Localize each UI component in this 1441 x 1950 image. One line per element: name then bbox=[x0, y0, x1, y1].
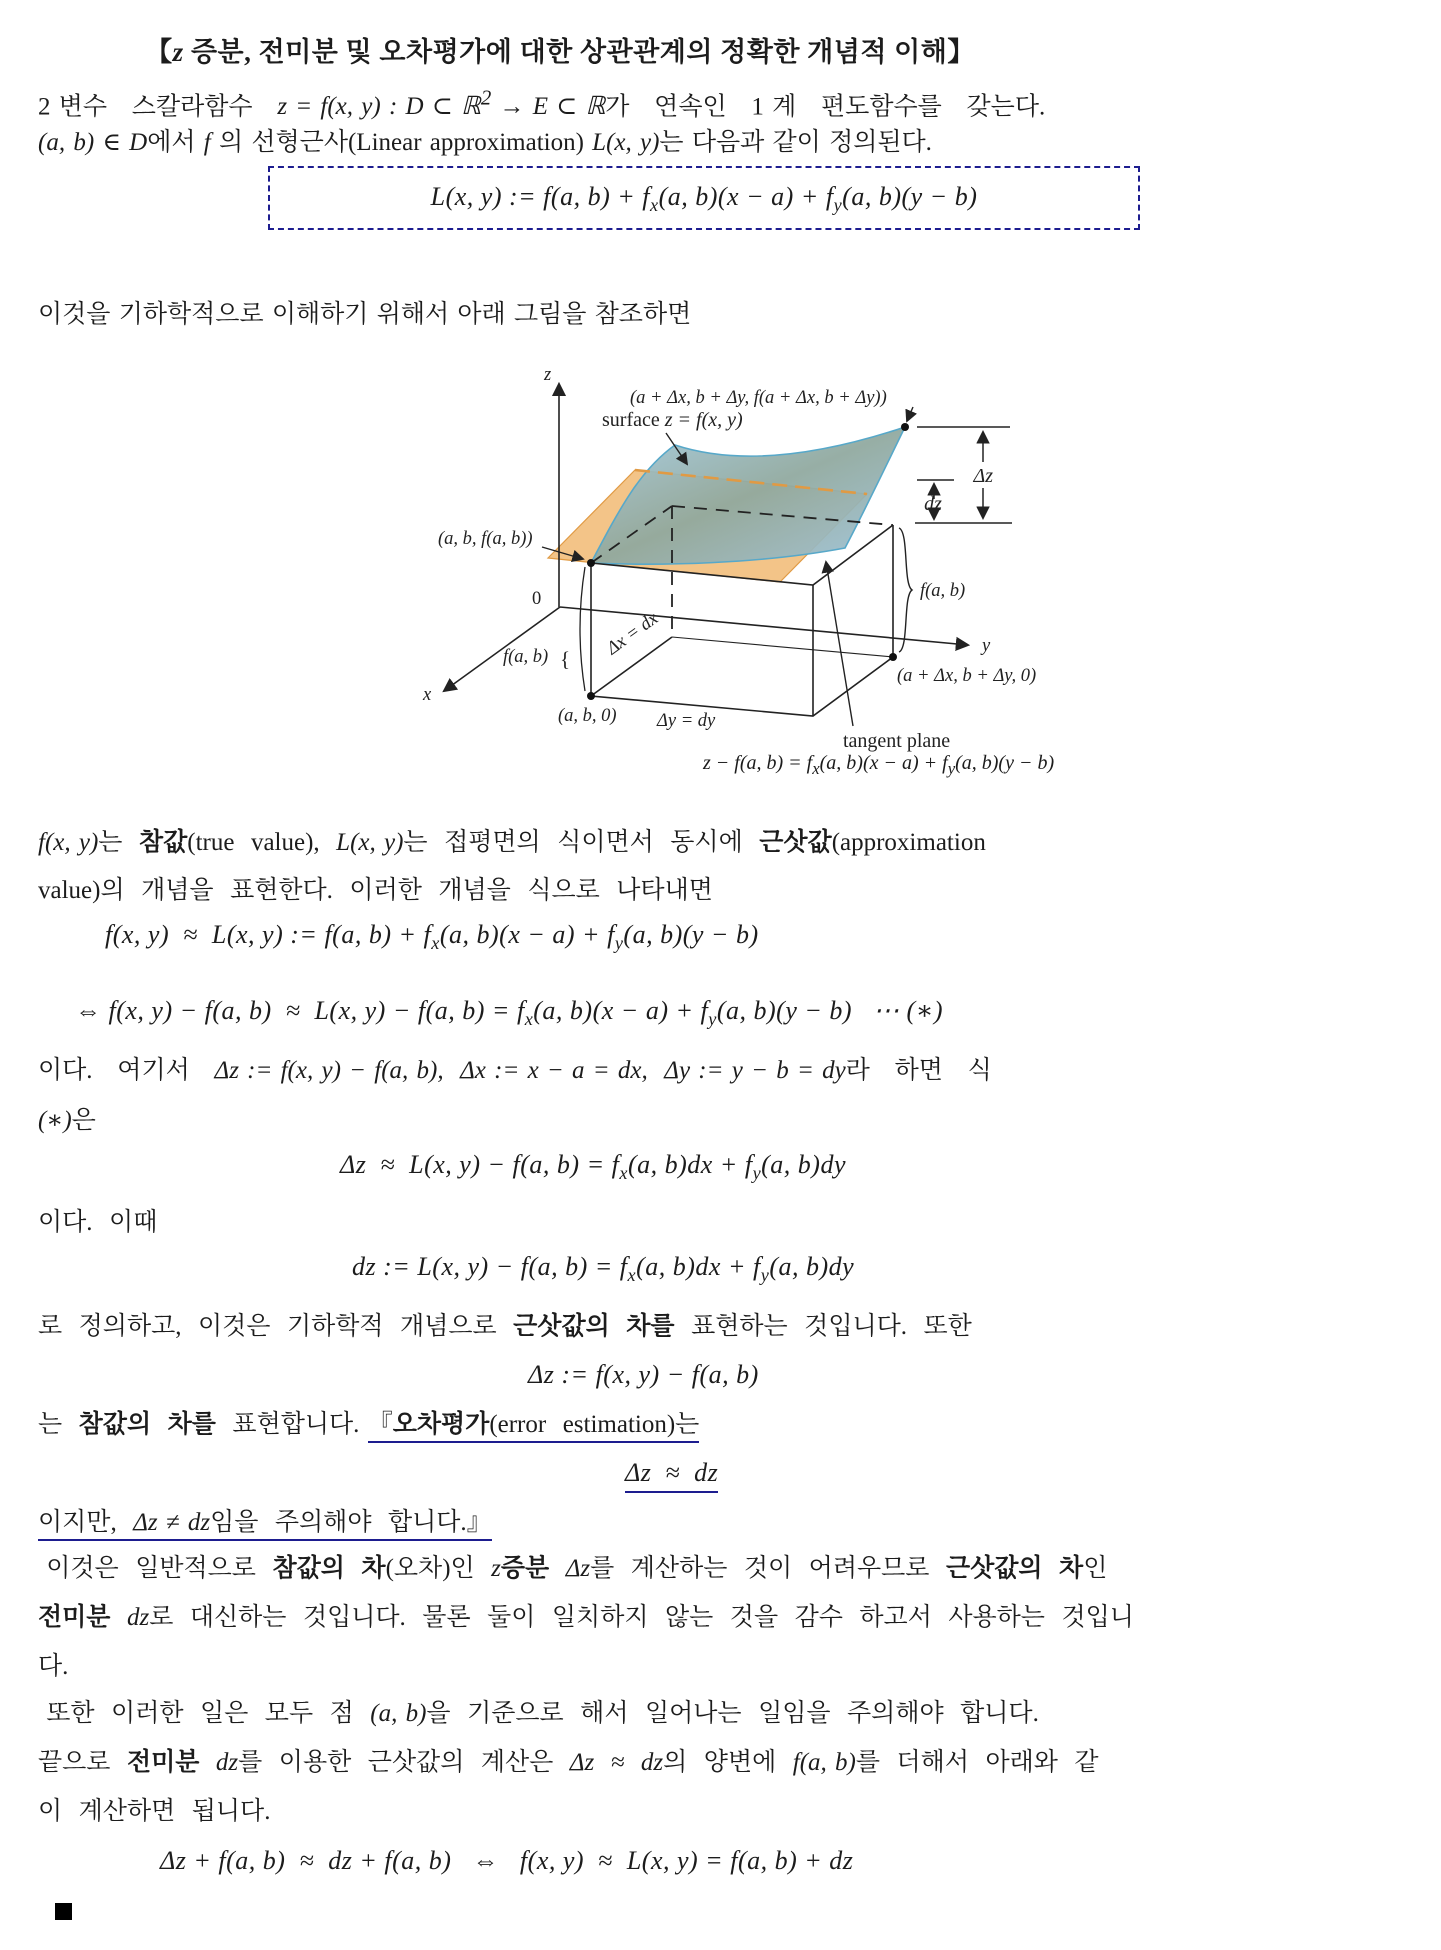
para4: 이다. 이때 bbox=[38, 1209, 158, 1236]
para3: (∗)은 bbox=[38, 1107, 96, 1134]
dx-label: Δx = dx bbox=[603, 608, 663, 660]
f-ab-right-brace bbox=[899, 528, 912, 652]
x-axis-label: x bbox=[423, 685, 432, 705]
formula-delta-z: Δz ≈ L(x, y) − f(a, $b) = f_x(a$, $b)dx + f_y(a$, b)dy bbox=[340, 1150, 846, 1184]
point-a-b-0 bbox=[587, 692, 595, 700]
end-of-document-square bbox=[55, 1903, 72, 1920]
para6-plain: 는 참값의 차를 표현합니다. bbox=[38, 1411, 368, 1438]
z-axis-label: z bbox=[544, 365, 552, 385]
point-top-surface bbox=[901, 423, 909, 431]
formula-dz-def: dz := L(x, y) − f(a, $b) = f_x(a$, $b)dx + f_y(a$, b)dy bbox=[352, 1252, 855, 1286]
f-ab-right-label: f(a, b) bbox=[920, 581, 966, 601]
figure-3d-diagram bbox=[0, 0, 1441, 805]
formula-error-estimation: Δz ≈ dz bbox=[625, 1458, 718, 1493]
para1-line2: value)의 개념을 표현한다. 이러한 개념을 식으로 나타내면 bbox=[38, 877, 713, 904]
touch-point-label: (a, b, f(a, b)) bbox=[438, 529, 533, 549]
point-a-b-fab bbox=[587, 559, 595, 567]
para1-line1: f(x, y)는 참값(true value), L(x, y)는 접평면의 식이면서 동시에 근삿값(approximation bbox=[38, 829, 986, 856]
linear-approximation-formula: L(x, y) := f(a, $b) + f_x(a$, $b)(x - a) + f_y(a$, b)(y − b) bbox=[430, 182, 978, 216]
f-ab-left-brace-glyph: { bbox=[560, 647, 571, 671]
delta-z-label: Δz bbox=[973, 465, 993, 487]
para9: 또한 이러한 일은 모두 점 (a, b)을 기준으로 해서 일어나는 일임을 주의해야 합니다. bbox=[38, 1700, 1039, 1727]
y-axis-label: y bbox=[982, 636, 991, 656]
tangent-plane-label-arrow bbox=[826, 562, 853, 726]
para2: 이다. 여기서 Δz := f(x, y) − f(a, b), Δx := x − a = dx, Δy := y − b = dy라 하면 식 bbox=[38, 1057, 992, 1084]
top-point-label: (a + Δx, b + Δy, f(a + Δx, b + Δy)) bbox=[630, 388, 887, 408]
para10-line1: 끝으로 전미분 dz를 이용한 근삿값의 계산은 Δz ≈ dz의 양변에 f(a, b)를 더해서 아래와 같 bbox=[38, 1749, 1099, 1776]
formula-final: Δz + f(a, b) ≈ dz + f(a, b) ⇔ f(x, y) ≈ L(x, y) = f(a, b) + dz bbox=[160, 1846, 854, 1875]
para7-wrap bbox=[38, 1506, 492, 1540]
tangent-plane-label: tangent plane bbox=[843, 730, 951, 752]
intro-line-2: (a, b) ∈ D에서 f 의 선형근사(Linear approximation) L(x, y)는 다음과 같이 정의된다. bbox=[38, 129, 932, 156]
para8-line3: 다. bbox=[38, 1653, 69, 1680]
figure-svg bbox=[0, 0, 1441, 800]
ab0-label: (a, b, 0) bbox=[558, 706, 617, 726]
figure-intro-line: 이것을 기하학적으로 이해하기 위해서 아래 그림을 참조하면 bbox=[38, 301, 692, 328]
surface-shape bbox=[591, 427, 905, 564]
abxy0-label: (a + Δx, b + Δy, 0) bbox=[897, 666, 1037, 686]
dz-label: dz bbox=[924, 493, 942, 515]
para5: 로 정의하고, 이것은 기하학적 개념으로 근삿값의 차를 표현하는 것입니다. 또한 bbox=[38, 1313, 972, 1340]
intro-line-1: 2 변수 스칼라함수 z = f(x, y) : D ⊂ ℝ$^2$ → E ⊂ ℝ가 연속인 1 계 편도함수를 갖는다. bbox=[38, 86, 1046, 121]
top-point-label-arrow bbox=[907, 407, 913, 421]
formula-approx-2: ⇔ f(x, y) − f(a, b) ≈ L(x, y) − f(a, $b) = f_x(a$, $b)(x - a) + f_y(a$, b)(y − b) ⋯ (∗) bbox=[75, 996, 944, 1030]
para7-underlined: 이지만, Δz ≠ dz임을 주의해야 합니다.』 bbox=[38, 1509, 492, 1541]
para6-underlined: 『오차평가(error estimation)는 bbox=[368, 1411, 700, 1443]
point-adx-bdy-0 bbox=[889, 653, 897, 661]
formula-approx-1: f(x, y) ≈ L(x, y) := f(a, $b) + f_x(a$, $b)(x - a) + f_y(a$, b)(y − b) bbox=[105, 920, 759, 954]
formula-delta-z-def: Δz := f(x, y) − f(a, b) bbox=[528, 1360, 759, 1389]
origin-label: 0 bbox=[532, 589, 542, 609]
para8-line1: 이것은 일반적으로 참값의 차(오차)인 z증분 Δz를 계산하는 것이 어려우므로 근삿값의 차인 bbox=[38, 1555, 1108, 1582]
f-ab-left-bracket bbox=[580, 567, 585, 691]
tangent-plane-equation: z − f(a, $b) = f_x(a$, $b)(x - a) + f_y(a$, b)(y − b) bbox=[703, 752, 1055, 778]
para10-line2: 이 계산하면 됩니다. bbox=[38, 1798, 271, 1825]
para6 bbox=[38, 1408, 699, 1442]
para8-line2: 전미분 dz로 대신하는 것입니다. 물론 둘이 일치하지 않는 것을 감수 하고서 사용하는 것입니 bbox=[38, 1604, 1134, 1631]
f-ab-left-label: f(a, b) bbox=[503, 647, 549, 667]
surface-label: surface z = f(x, y) bbox=[602, 409, 743, 431]
page-title: 【z 증분, 전미분 및 오차평가에 대한 상관관계의 정확한 개념적 이해】 bbox=[145, 37, 975, 67]
dy-label: Δy = dy bbox=[657, 711, 716, 731]
